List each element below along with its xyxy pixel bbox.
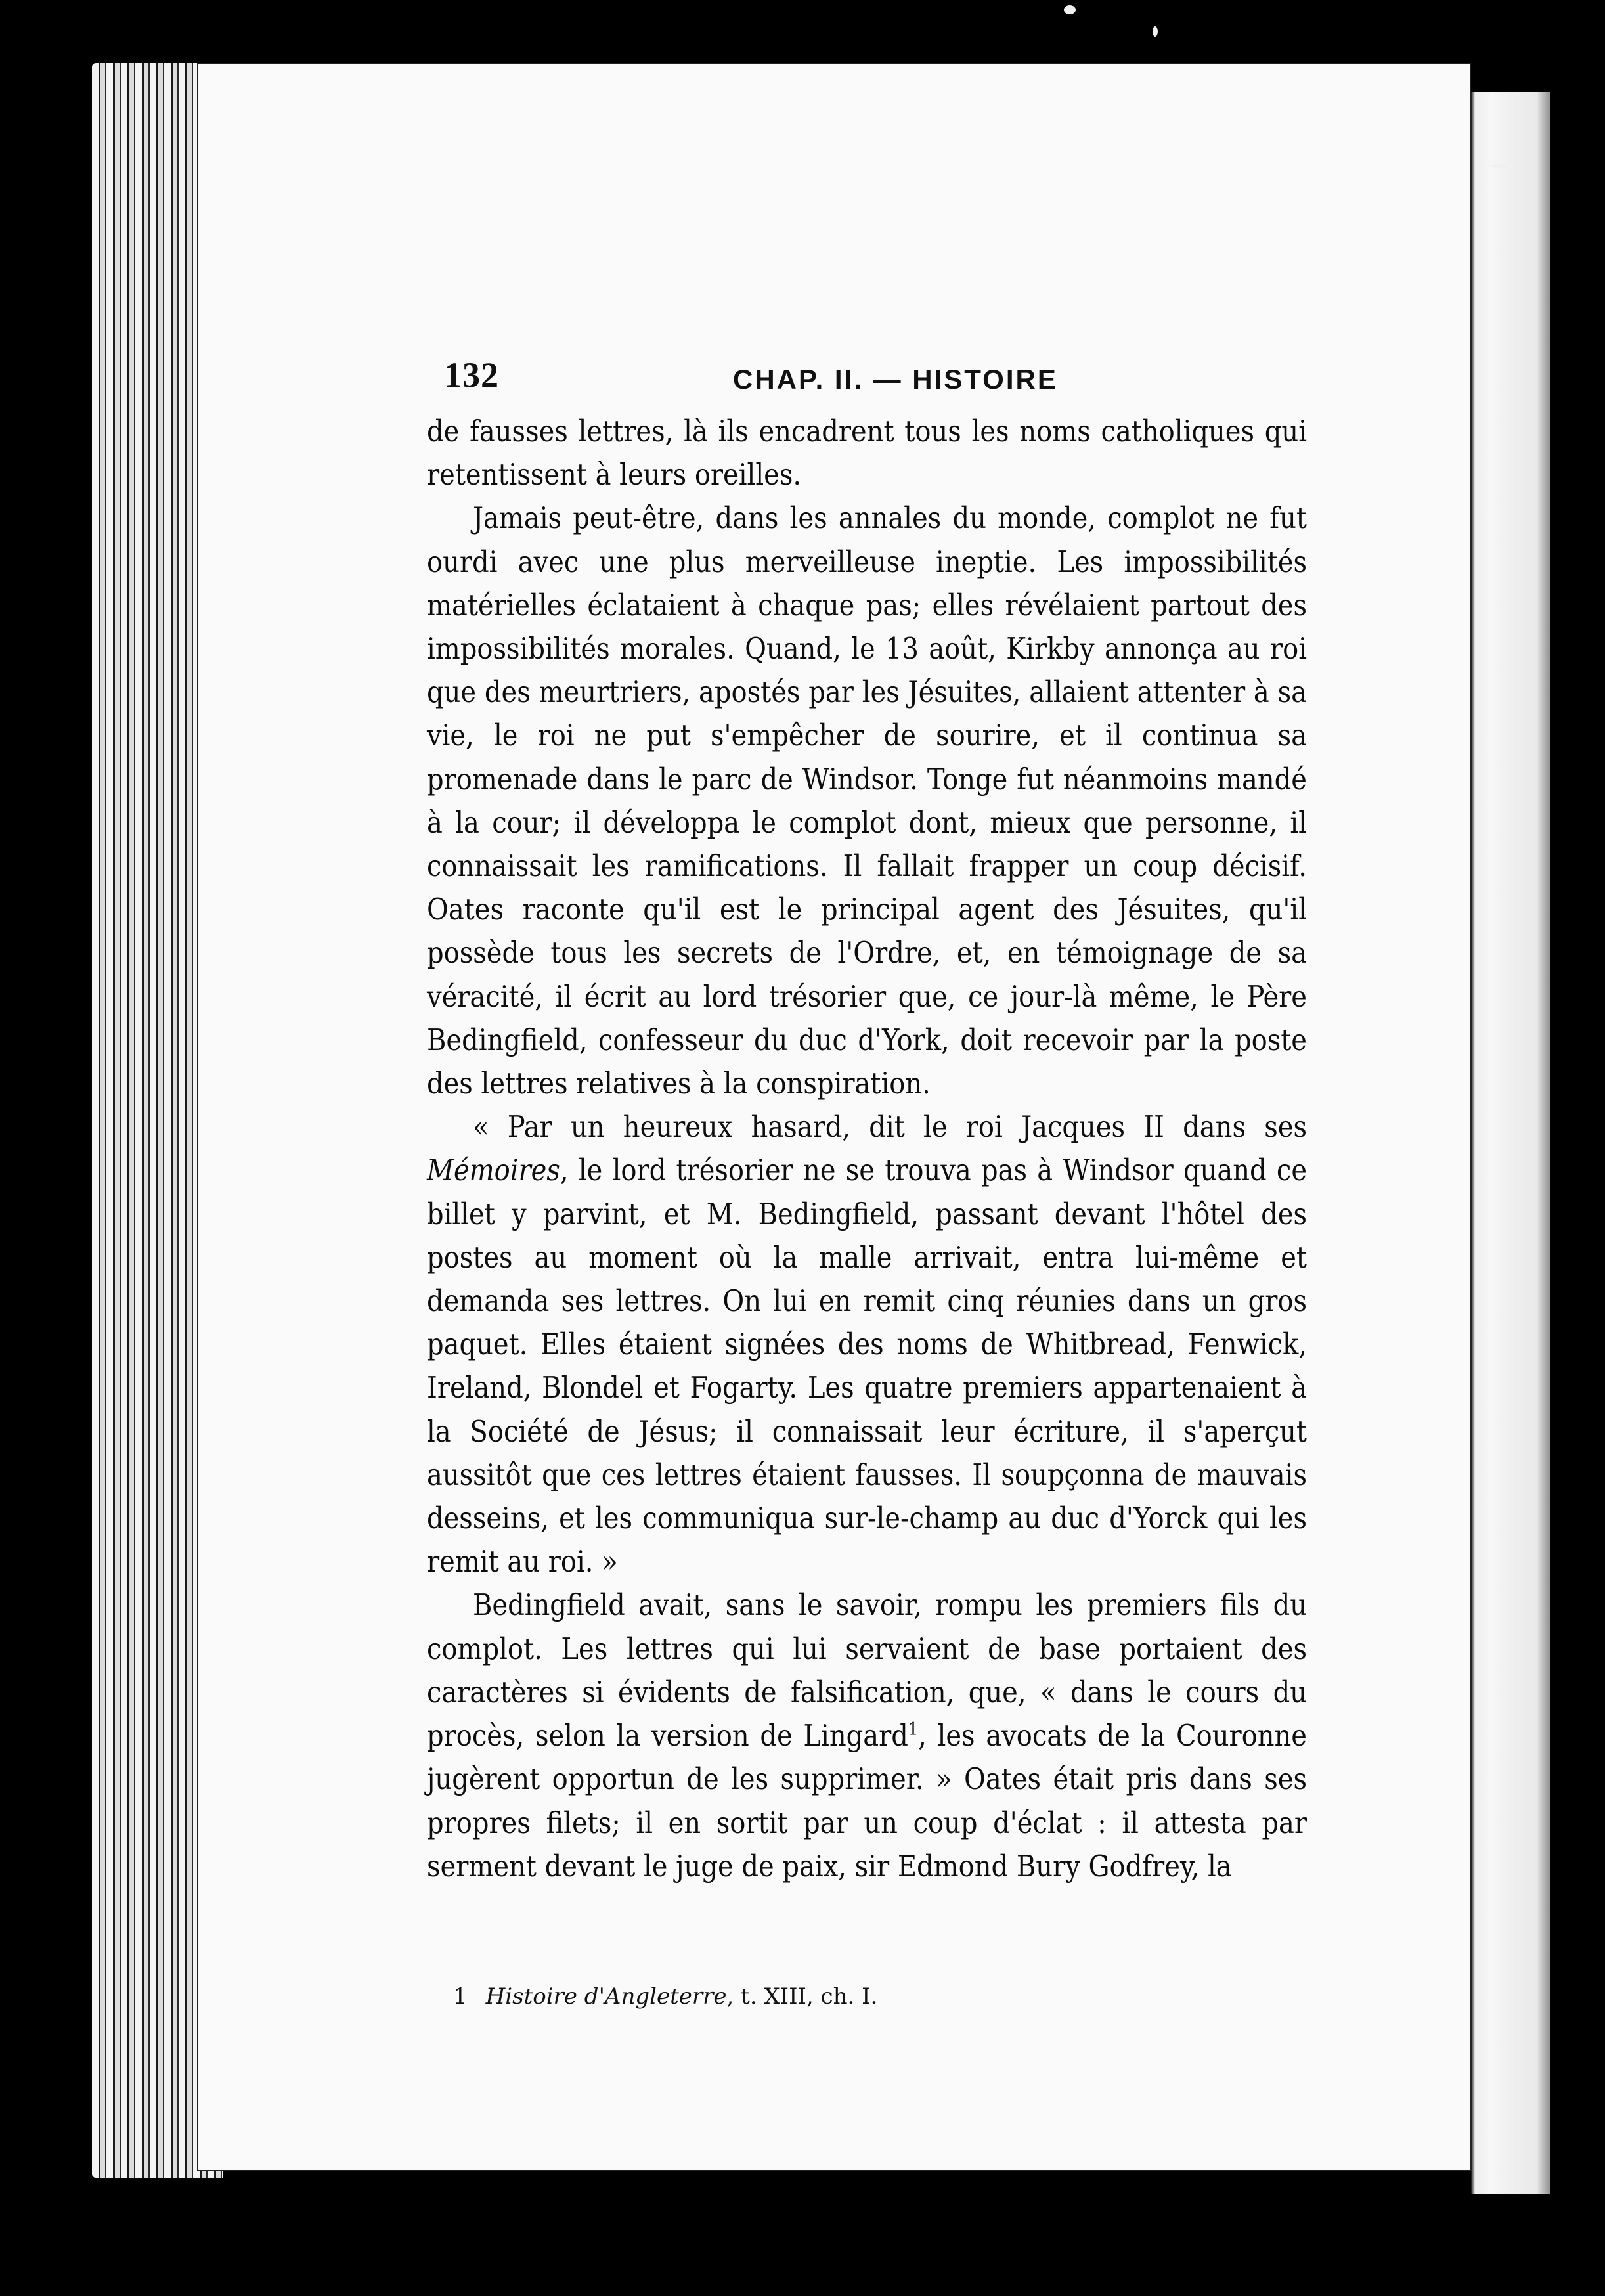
paragraph	[427, 410, 1307, 497]
italic-title: Mémoires	[427, 1154, 560, 1188]
running-head: CHAP. II. — HISTOIRE	[733, 364, 1058, 395]
paragraph-quote	[427, 1106, 1307, 1584]
paragraph-text: Jamais peut-être, dans les annales du monde, complot ne fut ourdi avec une plus merveilleuse ineptie. Les impossibilités matérielles éclataient à chaque pas; elles révélaient partout des impossibilités morales. Quand, le 13 août, Kirkby annonça au roi que des meurtriers, apostés par les Jésuites, allaient attenter à sa vie, le roi ne put s'empêcher de sourire, et il continua sa promenade dans le parc de Windsor. Tonge fut néanmoins mandé à la cour; il développa le complot dont, mieux que personne, il connaissait les ramifications. Il fallait frapper un coup décisif. Oates raconte qu'il est le principal agent des Jésuites, qu'il possède tous les secrets de l'Ordre, et, en témoignage de sa véracité, il écrit au lord trésorier que, ce jour-là même, le Père Bedingfield, confesseur du duc d'York, doit recevoir par la poste des lettres relatives à la conspiration.	[427, 502, 1307, 1101]
paragraph-text: , le lord trésorier ne se trouva pas à Windsor quand ce billet y parvint, et M. Bedingfield, passant devant l'hôtel des postes au moment où la malle arrivait, entra lui-même et demanda ses lettres. On lui en remit cinq réunies dans un gros paquet. Elles étaient signées des noms de Whitbread, Fenwick, Ireland, Blondel et Fogarty. Les quatre premiers appartenaient à la Société de Jésus; il connaissait leur écriture, il s'aperçut aussitôt que ces lettres étaient fausses. Il soupçonna de mauvais desseins, et les communiqua sur-le-champ au duc d'Yorck qui les remit au roi. »	[427, 1154, 1307, 1579]
page-header	[444, 355, 1298, 401]
paragraph-text: « Par un heureux hasard, dit le roi Jacques II dans ses	[473, 1111, 1307, 1145]
page-number: 132	[444, 355, 499, 395]
paragraph	[427, 1584, 1307, 1888]
footnote	[453, 1983, 877, 2010]
facing-page-edge	[1471, 92, 1550, 2194]
footnote-number: 1	[453, 1983, 468, 2010]
paragraph	[427, 497, 1307, 1106]
paragraph-text: , les avocats de la Couronne jugèrent opportun de les supprimer. » Oates était pris dans ses propres filets; il en sortit par un coup d'éclat : il attesta par serment devant le juge de paix, sir Edmond Bury Godfrey, la	[427, 1719, 1307, 1884]
scan-speck	[1064, 5, 1076, 14]
scan-speck	[1153, 26, 1158, 37]
scan-speck	[1491, 164, 1510, 168]
paragraph-text: de fausses lettres, là ils encadrent tous les noms catholiques qui retentissent à leurs oreilles.	[427, 415, 1307, 493]
footnote-title: Histoire d'Angleterre	[485, 1983, 727, 2010]
page-body	[427, 410, 1307, 1889]
footnote-text: , t. XIII, ch. I.	[726, 1983, 878, 2010]
footnote-reference: 1	[908, 1719, 919, 1740]
paragraph-text: Bedingfield avait, sans le savoir, rompu les premiers fils du complot. Les lettres qui lui servaient de base portaient des caractères si évidents de falsification, que, « dans le cours du procès, selon la version de Lingard	[427, 1589, 1307, 1754]
